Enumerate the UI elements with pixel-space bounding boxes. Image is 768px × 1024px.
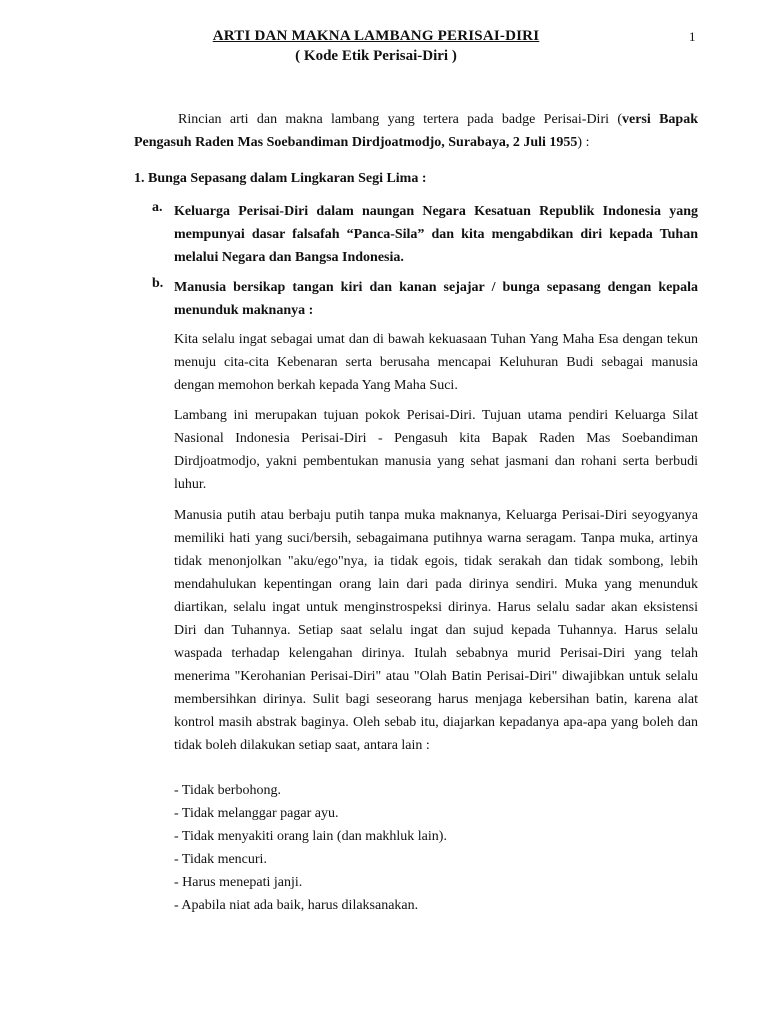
- list-item: - Harus menepati janji.: [174, 875, 303, 890]
- list-item-text: Manusia bersikap tangan kiri dan kanan sejajar / bunga sepasang dengan kepala menunduk maknanya :: [174, 280, 698, 318]
- intro-source: versi Bapak Pengasuh Raden Mas Soebandiman Dirdjoatmodjo, Surabaya, 2 Juli 1955: [134, 112, 699, 150]
- rules-list: [174, 779, 698, 917]
- page-number: 1: [689, 29, 696, 44]
- intro-text: Rincian arti dan makna lambang yang tertera pada badge Perisai-Diri (: [178, 112, 622, 127]
- list-item: - Apabila niat ada baik, harus dilaksanakan.: [174, 898, 419, 913]
- intro-suffix: ) :: [577, 135, 590, 150]
- list-item-text: Keluarga Perisai-Diri dalam naungan Negara Kesatuan Republik Indonesia yang mempunyai dasar falsafah “Panca-Sila” dan kita mengabdikan diri kepada Tuhan melalui Negara dan Bangsa Indonesia.: [174, 204, 698, 265]
- section-heading: 1. Bunga Sepasang dalam Lingkaran Segi Lima :: [134, 171, 427, 186]
- paragraph-1: Kita selalu ingat sebagai umat dan di bawah kekuasaan Tuhan Yang Maha Esa dengan tekun menuju cita-cita Kebenaran serta berusaha mencapai Keluhuran Budi sebagai manusia dengan memohon berkah kepada Yang Maha Suci.: [174, 332, 698, 393]
- list-item: - Tidak melanggar pagar ayu.: [174, 806, 339, 821]
- paragraph-2: Lambang ini merupakan tujuan pokok Perisai-Diri. Tujuan utama pendiri Keluarga Silat Nasional Indonesia Perisai-Diri - Pengasuh kita Bapak Raden Mas Soebandiman Dirdjoatmodjo, yakni pembentukan manusia yang sehat jasmani dan rohani serta berbudi luhur.: [174, 408, 698, 492]
- list-item: - Tidak berbohong.: [174, 783, 281, 798]
- list-item: - Tidak mencuri.: [174, 852, 267, 867]
- list-marker: a.: [152, 200, 163, 215]
- paragraph-3: Manusia putih atau berbaju putih tanpa muka maknanya, Keluarga Perisai-Diri seyogyanya memiliki hati yang suci/bersih, sebagaimana putihnya warna seragam. Tanpa muka, artinya tidak menonjolkan "aku/ego"nya, ia tidak egois, tidak serakah dan tidak sombong, lebih mendahulukan kepentingan orang lain dari pada dirinya sendiri. Muka yang menunduk diartikan, selalu ingat untuk menginstrospeksi dirinya. Harus selalu sadar akan eksistensi Diri dan Tuhannya. Setiap saat selalu ingat dan sujud kepada Tuhannya. Harus selalu waspada terhadap kelengahan dirinya. Itulah sebabnya murid Perisai-Diri yang telah menerima "Kerohanian Perisai-Diri" atau "Olah Batin Perisai-Diri" diwajibkan untuk selalu membersihkan dirinya. Sulit bagi seseorang harus menjaga kebersihan batin, karena alat kontrol masih abstrak baginya. Oleh sebab itu, diajarkan kepadanya apa-apa yang boleh dan tidak boleh dilakukan setiap saat, antara lain :: [174, 508, 698, 753]
- list-item-b: [152, 276, 698, 322]
- document-title: ARTI DAN MAKNA LAMBANG PERISAI-DIRI: [212, 28, 540, 44]
- intro-paragraph: [134, 108, 698, 154]
- list-item-a: [152, 200, 698, 269]
- list-item: - Tidak menyakiti orang lain (dan makhluk lain).: [174, 829, 447, 844]
- document-subtitle: ( Kode Etik Perisai-Diri ): [295, 48, 457, 64]
- list-marker: b.: [152, 276, 164, 291]
